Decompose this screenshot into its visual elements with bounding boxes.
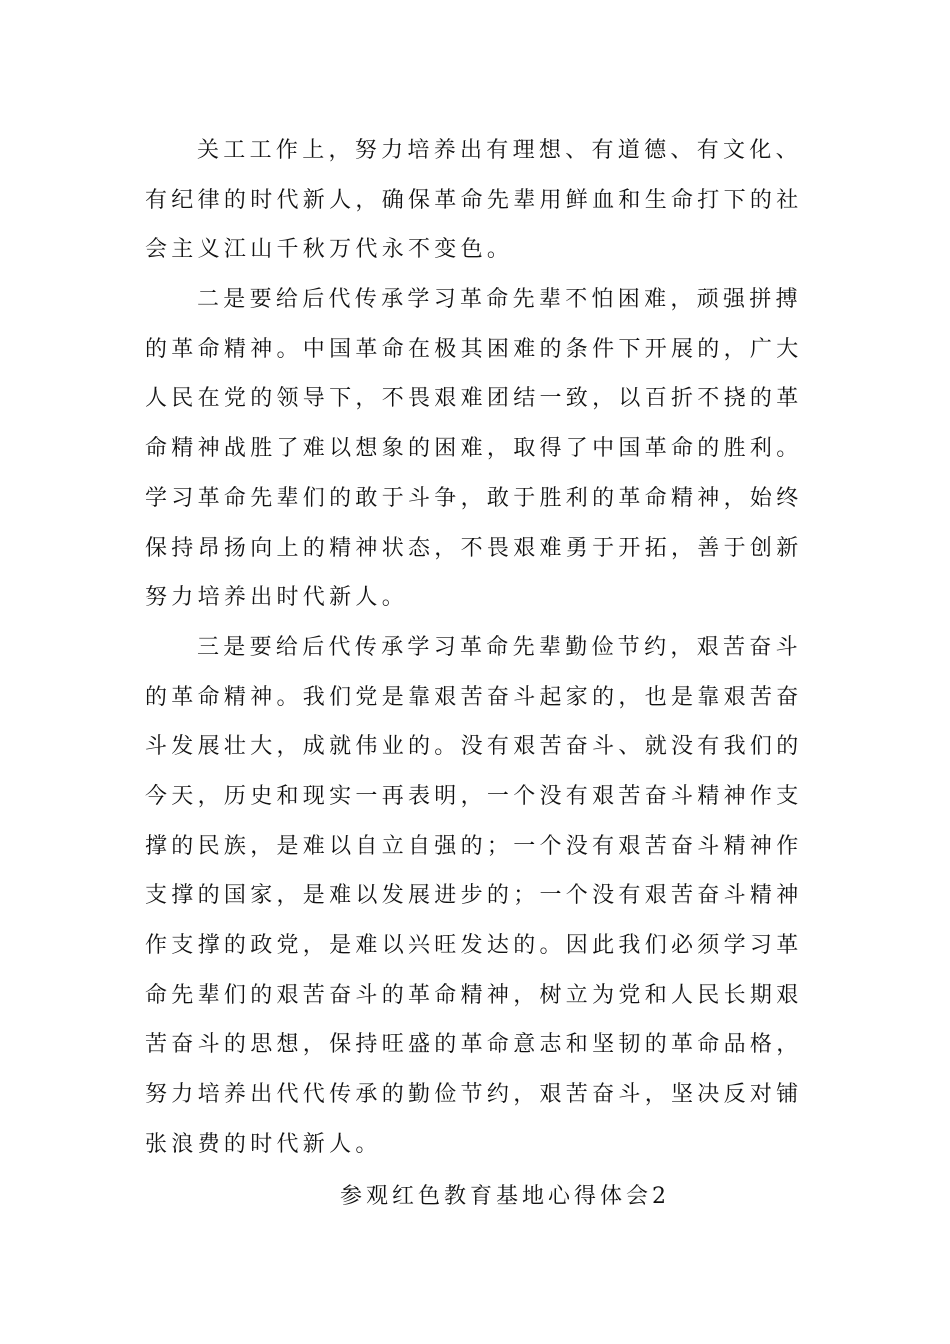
document-body: [145, 126, 807, 1169]
text-line: 三是要给后代传承学习革命先辈勤俭节约，艰苦奋斗: [197, 634, 802, 660]
text-line: 撑的民族，是难以自立自强的；一个没有艰苦奋斗精神作: [145, 833, 803, 859]
section-title: 参观红色教育基地心得体会2: [340, 1184, 670, 1209]
text-line: 有纪律的时代新人，确保革命先辈用鲜血和生命打下的社: [145, 187, 803, 213]
text-line: 张浪费的时代新人。: [145, 1131, 382, 1157]
text-line: 的革命精神。我们党是靠艰苦奋斗起家的，也是靠艰苦奋: [145, 684, 803, 710]
text-line: 人民在党的领导下，不畏艰难团结一致，以百折不挠的革: [145, 386, 803, 412]
text-line: 努力培养出时代新人。: [145, 585, 409, 611]
text-line: 命先辈们的艰苦奋斗的革命精神，树立为党和人民长期艰: [145, 982, 803, 1008]
text-line: 苦奋斗的思想，保持旺盛的革命意志和坚韧的革命品格，: [145, 1032, 803, 1058]
text-line: 今天，历史和现实一再表明，一个没有艰苦奋斗精神作支: [145, 783, 803, 809]
text-line: 二是要给后代传承学习革命先辈不怕困难，顽强拼搏: [197, 287, 802, 313]
text-line: 保持昂扬向上的精神状态，不畏艰难勇于开拓，善于创新: [145, 535, 803, 561]
text-line: 关工工作上，努力培养出有理想、有道德、有文化、: [197, 138, 802, 163]
text-line: 斗发展壮大，成就伟业的。没有艰苦奋斗、就没有我们的: [145, 734, 803, 760]
text-line: 命精神战胜了难以想象的困难，取得了中国革命的胜利。: [145, 436, 803, 462]
text-line: 的革命精神。中国革命在极其困难的条件下开展的，广大: [145, 336, 803, 362]
text-line: 支撑的国家，是难以发展进步的；一个没有艰苦奋斗精神: [145, 883, 803, 909]
text-line: 努力培养出代代传承的勤俭节约，艰苦奋斗，坚决反对铺: [145, 1082, 803, 1108]
text-line: 学习革命先辈们的敢于斗争，敢于胜利的革命精神，始终: [145, 485, 803, 511]
text-line: 会主义江山千秋万代永不变色。: [145, 237, 514, 263]
text-line: 作支撑的政党，是难以兴旺发达的。因此我们必须学习革: [145, 933, 803, 958]
